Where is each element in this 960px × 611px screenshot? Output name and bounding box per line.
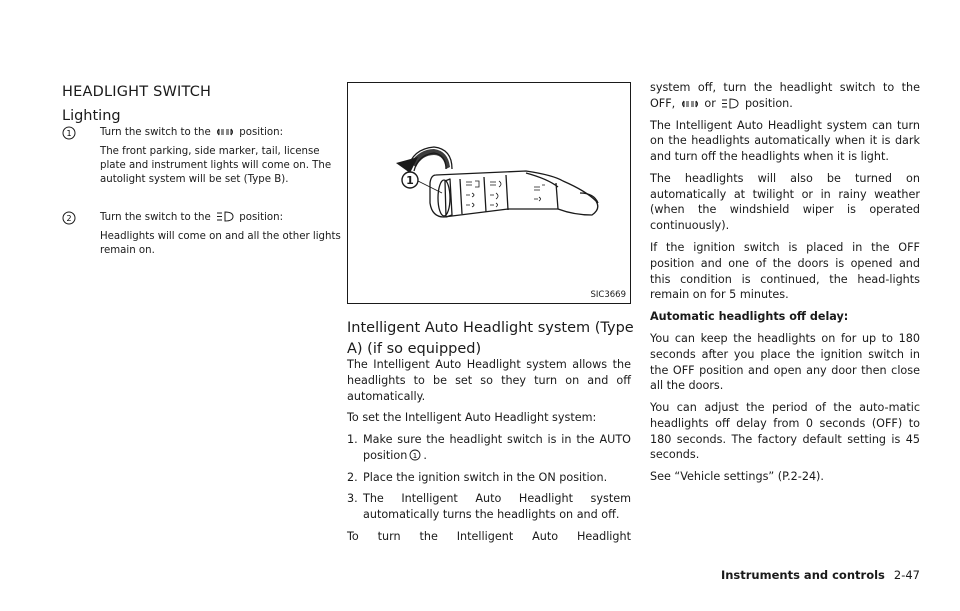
list-item-3-text: The Intelligent Auto Headlight system automatically turns the headlights on and off. (363, 492, 631, 522)
page-footer (721, 568, 920, 582)
parking-lamp-icon (216, 127, 234, 137)
sub-title: Lighting (62, 108, 121, 124)
middle-paragraph-1: The Intelligent Auto Headlight system allows the headlights to be set so they turn on and off automatically. (347, 358, 631, 403)
middle-paragraph-3: To turn the Intelligent Auto Headlight (347, 530, 631, 544)
svg-text:2: 2 (66, 214, 72, 223)
list-item-3-number: 3. (347, 492, 358, 506)
step-2-body: Headlights will come on and all the other lights remain on. (100, 231, 341, 257)
right-paragraph-2: The Intelligent Auto Headlight system can turn on the headlights automatically when it is dark and turn off the headlights when it is light. (650, 118, 920, 164)
section-title: HEADLIGHT SWITCH (62, 84, 212, 100)
off-delay-subheading: Automatic headlights off delay: (650, 310, 849, 324)
step-1-body: The front parking, side marker, tail, license plate and instrument lights will come on. The autolight system will be set (Type B). (100, 146, 332, 186)
step-1-lead-post: position: (239, 127, 284, 138)
list-item-2 (347, 470, 631, 486)
middle-paragraph-2: To set the Intelligent Auto Headlight system: (347, 411, 597, 425)
right-paragraph-6: You can adjust the period of the auto-matic headlights off delay from 0 seconds (OFF) to 180 seconds. The factory default setting is 45 seconds. (650, 401, 920, 462)
step-2-lead-pre: Turn the switch to the (100, 212, 211, 223)
middle-column (347, 357, 631, 551)
step-1 (62, 126, 344, 187)
circled-number-icon (409, 449, 421, 461)
right-paragraph-4: If the ignition switch is placed in the OFF position and one of the doors is opened and this condition is continued, the head-lights remain on for 5 minutes. (650, 241, 920, 302)
headlight-stalk-illustration (348, 83, 632, 305)
callout-1-label: 1 (406, 174, 414, 187)
right-paragraph-1-or: or (704, 96, 716, 110)
vehicle-settings-reference: See “Vehicle settings” (P.2-24). (650, 470, 824, 484)
page-number: 2-47 (893, 568, 920, 582)
headlight-switch-figure (347, 82, 631, 304)
svg-text:1: 1 (66, 129, 72, 138)
step-2-lead (100, 211, 344, 225)
step-1-lead-pre: Turn the switch to the (100, 127, 211, 138)
circled-number-icon (62, 211, 76, 225)
list-item-1-number: 1. (347, 433, 358, 447)
intelligent-auto-headlight-heading: Intelligent Auto Headlight system (Type A) (if so equipped) (347, 320, 634, 357)
right-column (650, 80, 920, 491)
list-item-2-number: 2. (347, 470, 358, 484)
figure-code: SIC3669 (590, 290, 626, 300)
right-paragraph-3: The headlights will also be turned on automatically at twilight or in rainy weather (when the windshield wiper is operated continuously). (650, 171, 920, 233)
parking-lamp-icon (681, 99, 699, 109)
headlamp-icon (216, 211, 234, 222)
right-paragraph-5: You can keep the headlights on for up to 180 seconds after you place the ignition switch in the OFF position and open any door then close all the doors. (650, 331, 920, 393)
list-item-1 (347, 432, 631, 464)
list-item-1-suffix: . (423, 448, 427, 462)
headlamp-icon (721, 98, 739, 109)
right-paragraph-1-pre: system off, turn the headlight switch to the OFF, (650, 81, 920, 110)
right-paragraph-1 (650, 80, 920, 112)
footer-section-title: Instruments and controls (720, 568, 885, 582)
list-item-3 (347, 491, 631, 523)
step-2-lead-post: position: (239, 212, 284, 223)
circled-number-icon (62, 126, 76, 140)
step-2 (62, 211, 344, 258)
list-item-1-text: Make sure the headlight switch is in the AUTO position (363, 433, 631, 462)
step-1-lead (100, 126, 344, 140)
svg-text:1: 1 (413, 451, 418, 460)
right-paragraph-1-post: position. (744, 96, 793, 110)
list-item-2-text: Place the ignition switch in the ON position. (363, 470, 608, 484)
